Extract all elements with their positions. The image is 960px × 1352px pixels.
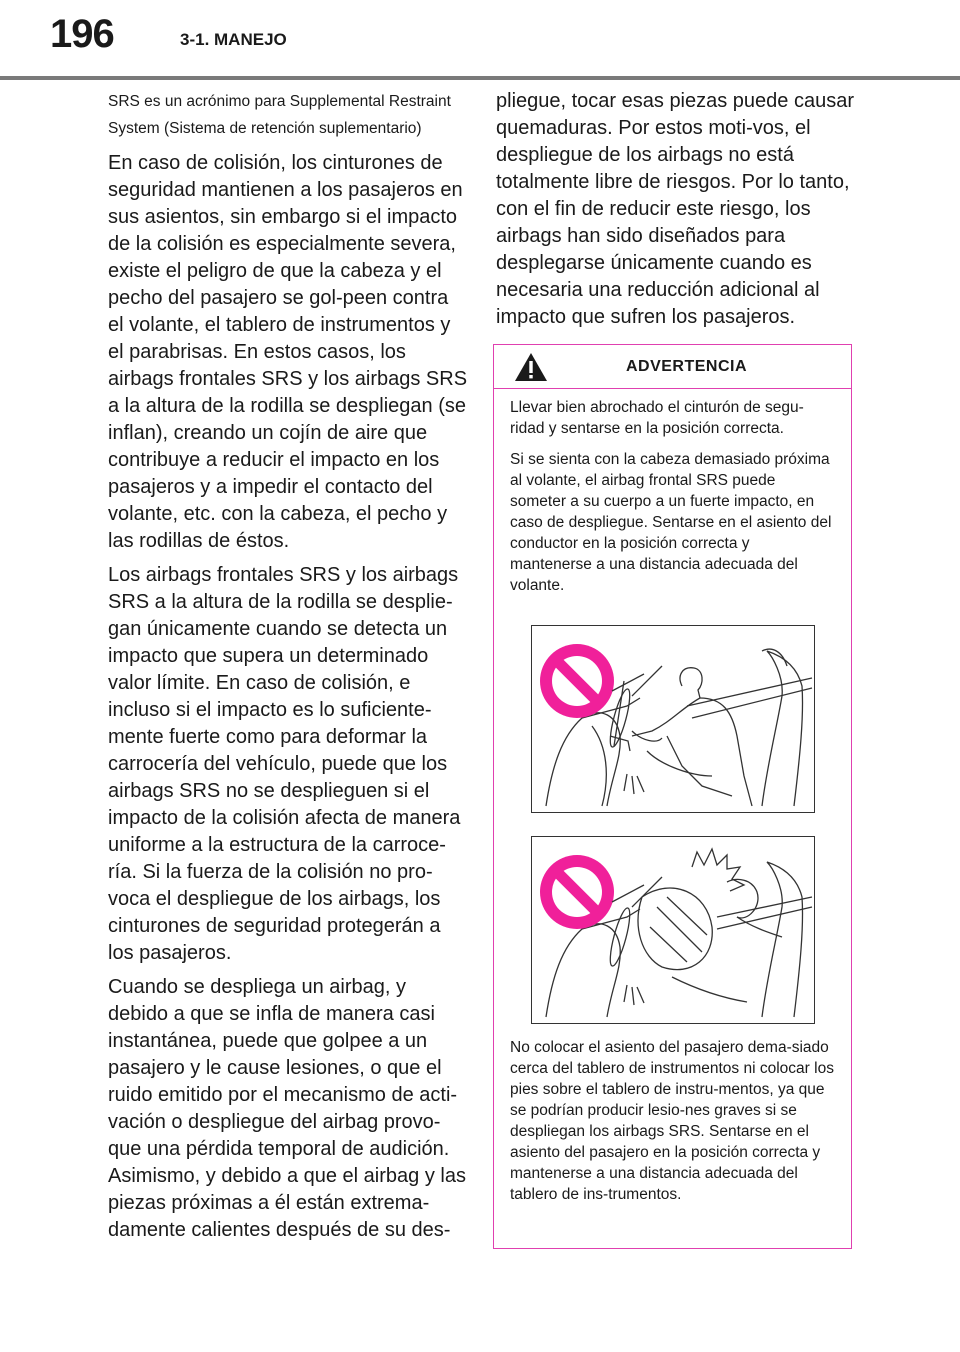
warning-title: ADVERTENCIA <box>625 357 748 375</box>
page-header <box>0 0 960 80</box>
warning-paragraph-2: Si se sienta con la cabeza demasiado próxima al volante, el airbag frontal SRS puede someter a su cuerpo a un fuerte impacto, en caso de despliegue. Sentarse en el asiento del conductor en la posición correcta y mantenerse a una distancia adecuada del volante. <box>510 451 832 594</box>
section-title: 3-1. MANEJO <box>180 30 287 49</box>
passenger-seat-illustration <box>532 837 813 1022</box>
right-column <box>496 88 856 338</box>
warning-paragraph-3: No colocar el asiento del pasajero dema-siado cerca del tablero de instrumentos ni colocar los pies sobre el tablero de instru-mentos, ya que se podrían producir lesio-nes graves si se despliegan los airbags SRS. Sentarse en el asiento del pasajero en la posición correcta y mantenerse a una distancia adecuada del tablero de ins-trumentos. <box>510 1039 834 1203</box>
driver-seat-illustration <box>532 626 813 811</box>
body-paragraph-continued: pliegue, tocar esas piezas puede causar quemaduras. Por estos moti-vos, el despliegue de los airbags no está totalmente libre de riesgos. Por lo tanto, con el fin de reducir este riesgo, los airbags han sido diseñados para desplegarse únicamente cuando es necesaria una reducción adicional al impacto que sufren los pasajeros. <box>496 90 855 328</box>
body-paragraph-1: En caso de colisión, los cinturones de seguridad mantienen a los pasajeros en sus asientos, sin embargo si el impacto de la colisión es especialmente severa, existe el peligro de que la cabeza y el pecho del pasajero se gol-peen contra el volante, el tablero de instrumentos y el parabrisas. En estos casos, los airbags frontales SRS y los airbags SRS a la altura de la rodilla se despliegan (se inflan), creando un cojín de aire que contribuye a reducir el impacto en los pasajeros y a impedir el contacto del volante, etc. con la cabeza, el pecho y las rodillas de éstos. <box>108 152 468 552</box>
body-paragraph-2: Los airbags frontales SRS y los airbags SRS a la altura de la rodilla se desplie-gan únicamente cuando se detecta un impacto que supera un determinado valor límite. En caso de colisión, e incluso si el impacto es lo suficiente-mente fuerte como para deformar la carrocería del vehículo, puede que los airbags SRS no se desplieguen si el impacto de la colisión afecta de manera uniforme a la estructura de la carroce-ría. Si la fuerza de la colisión no pro-voca el despliegue de los airbags, los cinturones de seguridad protegerán a los pasajeros. <box>108 564 461 964</box>
warning-triangle-icon <box>514 352 548 382</box>
left-column <box>108 88 468 1251</box>
srs-footnote: SRS es un acrónimo para Supplemental Restraint System (Sistema de retención suplementario) <box>108 93 451 137</box>
warning-body <box>494 389 851 596</box>
warning-box <box>493 344 852 1249</box>
body-paragraph-3: Cuando se despliega un airbag, y debido a que se infla de manera casi instantánea, puede que golpee a un pasajero y le cause lesiones, o que el ruido emitido por el mecanismo de acti-vación o despliegue del airbag provo-que una pérdida temporal de audición. Asimismo, y debido a que el airbag y las piezas próximas a él están extrema-damente calientes después de su des- <box>108 976 466 1241</box>
warning-header <box>494 345 851 389</box>
illustration-driver-too-close <box>531 625 815 813</box>
page-number: 196 <box>50 12 114 56</box>
warning-paragraph-1: Llevar bien abrochado el cinturón de segu-ridad y sentarse en la posición correcta. <box>510 399 804 437</box>
illustration-passenger-feet-on-dash <box>531 836 815 1024</box>
warning-bottom-text <box>510 1037 840 1215</box>
